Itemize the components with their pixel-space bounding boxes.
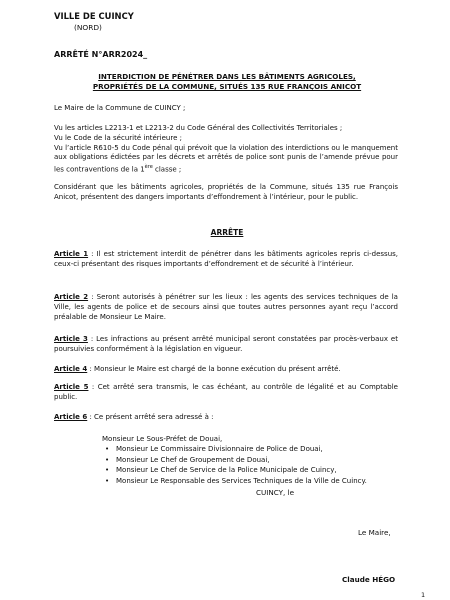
considerant: Considérant que les bâtiments agricoles, propriétés de la Commune, situés 135 rue François Anicot, présentent des dangers importants d’effondrement à l’intérieur, pour le public. xyxy=(54,183,398,201)
maire-line: Le Maire de la Commune de CUINCY ; xyxy=(54,104,186,112)
vu-securite: Vu le Code de la sécurité intérieure ; xyxy=(54,133,182,142)
article-5 xyxy=(54,383,398,403)
article-text: : Cet arrêté sera transmis, le cas échéant, au contrôle de légalité et au Comptable public. xyxy=(54,383,398,401)
article-3 xyxy=(54,335,398,355)
signature-role: Le Maire, xyxy=(358,528,391,537)
place-date: CUINCY, le xyxy=(256,488,295,497)
article-6 xyxy=(54,413,398,423)
vu-code-penal-text: Vu l’article R610-5 du Code pénal qui prévoit que la violation des interdictions ou le manquement aux obligations édictées par les décrets et arrêtés de police sont punis de l’amende prévue pour les contraventions de la 1 xyxy=(54,143,398,174)
city-name: VILLE DE CUINCY xyxy=(54,11,134,21)
list-item: • Monsieur Le Chef de Groupement de Douai, xyxy=(116,455,367,465)
article-text: : Monsieur le Maire est chargé de la bonne exécution du présent arrêté. xyxy=(87,365,341,373)
recipient-list xyxy=(102,444,367,486)
vu-lines xyxy=(54,124,398,175)
article-1 xyxy=(54,250,398,270)
department: (NORD) xyxy=(74,23,102,32)
vu-cgct: Vu les articles L2213-1 et L2213-2 du Code Général des Collectivités Territoriales ; xyxy=(54,124,343,132)
title-line-1: INTERDICTION DE PÉNÉTRER DANS LES BÂTIMENTS AGRICOLES, xyxy=(98,72,356,81)
recipients xyxy=(102,434,367,486)
article-label: Article 1 xyxy=(54,250,89,258)
article-2 xyxy=(54,293,398,322)
article-text: : Ce présent arrêté sera adressé à : xyxy=(87,413,214,421)
list-item: • Monsieur Le Responsable des Services Techniques de la Ville de Cuincy. xyxy=(116,476,367,486)
article-text: : Il est strictement interdit de pénétrer dans les bâtiments agricoles repris ci-dessus, ceux-ci présentant des risques importants d’effondrement et de sécurité à l’intérieur. xyxy=(54,250,398,268)
title-line-2: PROPRIÉTÉS DE LA COMMUNE, SITUÉS 135 RUE FRANÇOIS ANICOT xyxy=(92,82,362,91)
article-label: Article 2 xyxy=(54,293,89,301)
arrete-number: ARRÊTÉ N°ARR2024_ xyxy=(54,50,148,59)
list-item: • Monsieur Le Chef de Service de la Police Municipale de Cuincy, xyxy=(116,465,367,475)
vu-code-penal-end: classe ; xyxy=(152,165,182,174)
recipient-first: Monsieur Le Sous-Préfet de Douai, xyxy=(102,435,223,443)
article-text: : Les infractions au présent arrêté municipal seront constatées par procès-verbaux et poursuivies conformément à la législation en vigueur. xyxy=(54,335,398,353)
list-item: • Monsieur Le Commissaire Divisionnaire de Police de Douai, xyxy=(116,444,367,454)
article-label: Article 4 xyxy=(54,365,88,373)
vu-code-penal xyxy=(54,144,398,176)
article-label: Article 3 xyxy=(54,335,88,343)
article-4 xyxy=(54,365,398,375)
article-label: Article 5 xyxy=(54,383,89,391)
article-label: Article 6 xyxy=(54,413,88,421)
signature-name: Claude HÉGO xyxy=(342,575,396,584)
vu-code-penal-sup: ère xyxy=(144,164,153,171)
arrete-heading: ARRÊTE xyxy=(210,228,244,237)
page-number: 1 xyxy=(421,591,426,599)
article-text: : Seront autorisés à pénétrer sur les lieux : les agents des services techniques de la Ville, les agents de police et de secours ainsi que toutes autres personnes ayant reçu l’accord préalable de Monsieur Le Maire. xyxy=(54,293,398,321)
